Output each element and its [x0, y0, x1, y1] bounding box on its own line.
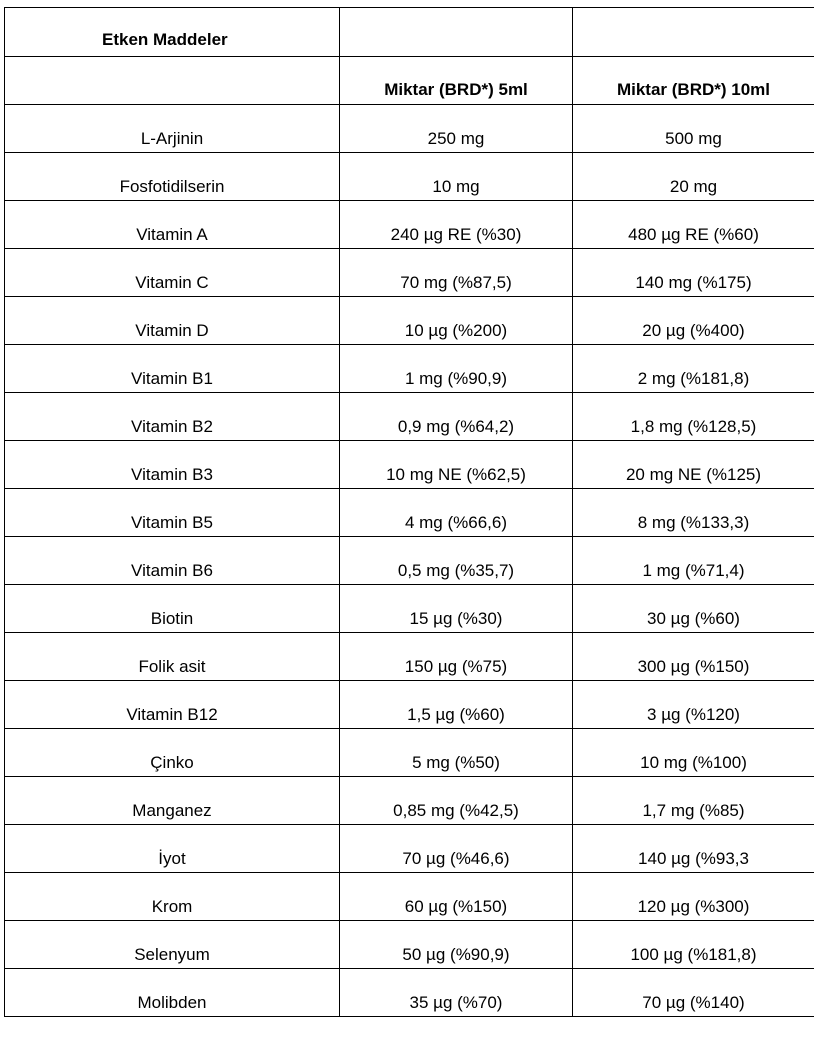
- amount-5ml: 10 mg: [340, 153, 573, 201]
- amount-10ml: 30 µg (%60): [573, 585, 814, 633]
- amount-10ml: 500 mg: [573, 105, 814, 153]
- table-row: [5, 777, 814, 825]
- table-row: [5, 105, 814, 153]
- amount-5ml: 4 mg (%66,6): [340, 489, 573, 537]
- ingredient-name: Vitamin C: [5, 249, 340, 297]
- ingredient-name: Vitamin B2: [5, 393, 340, 441]
- table-row: [5, 345, 814, 393]
- ingredient-name: Fosfotidilserin: [5, 153, 340, 201]
- amount-10ml: 2 mg (%181,8): [573, 345, 814, 393]
- amount-10ml: 100 µg (%181,8): [573, 921, 814, 969]
- amount-10ml: 20 µg (%400): [573, 297, 814, 345]
- amount-5ml: 60 µg (%150): [340, 873, 573, 921]
- amount-10ml: 140 µg (%93,3: [573, 825, 814, 873]
- table-row: [5, 393, 814, 441]
- amount-10ml: 20 mg: [573, 153, 814, 201]
- table-row: [5, 153, 814, 201]
- ingredient-name: Selenyum: [5, 921, 340, 969]
- amount-5ml: 70 µg (%46,6): [340, 825, 573, 873]
- ingredient-name: Folik asit: [5, 633, 340, 681]
- amount-5ml: 250 mg: [340, 105, 573, 153]
- column-header-5ml: Miktar (BRD*) 5ml: [340, 57, 573, 105]
- table-row: [5, 825, 814, 873]
- ingredient-name: Vitamin B1: [5, 345, 340, 393]
- ingredient-name: Vitamin A: [5, 201, 340, 249]
- ingredient-name: Biotin: [5, 585, 340, 633]
- table-row: [5, 201, 814, 249]
- ingredient-name: Manganez: [5, 777, 340, 825]
- ingredients-table: [4, 7, 814, 1017]
- amount-10ml: 140 mg (%175): [573, 249, 814, 297]
- amount-5ml: 10 µg (%200): [340, 297, 573, 345]
- table-row: [5, 729, 814, 777]
- header-active-ingredients: Etken Maddeler: [5, 8, 340, 57]
- table-row: [5, 585, 814, 633]
- ingredient-name: Vitamin B12: [5, 681, 340, 729]
- table-row: [5, 921, 814, 969]
- amount-5ml: 10 mg NE (%62,5): [340, 441, 573, 489]
- amount-5ml: 240 µg RE (%30): [340, 201, 573, 249]
- amount-5ml: 15 µg (%30): [340, 585, 573, 633]
- table-row: [5, 969, 814, 1017]
- table-row: [5, 297, 814, 345]
- table-row: [5, 633, 814, 681]
- table-row: [5, 249, 814, 297]
- column-header-10ml: Miktar (BRD*) 10ml: [573, 57, 814, 105]
- amount-10ml: 120 µg (%300): [573, 873, 814, 921]
- table-row: [5, 873, 814, 921]
- amount-10ml: 1 mg (%71,4): [573, 537, 814, 585]
- ingredient-name: Molibden: [5, 969, 340, 1017]
- ingredient-name: Çinko: [5, 729, 340, 777]
- amount-10ml: 1,7 mg (%85): [573, 777, 814, 825]
- ingredient-name: Vitamin B6: [5, 537, 340, 585]
- table-row: [5, 441, 814, 489]
- amount-10ml: 300 µg (%150): [573, 633, 814, 681]
- header-row-title: [5, 8, 814, 57]
- amount-5ml: 70 mg (%87,5): [340, 249, 573, 297]
- amount-5ml: 1 mg (%90,9): [340, 345, 573, 393]
- ingredient-name: İyot: [5, 825, 340, 873]
- amount-10ml: 70 µg (%140): [573, 969, 814, 1017]
- header-row-columns: [5, 57, 814, 105]
- ingredient-name: Vitamin B5: [5, 489, 340, 537]
- table-row: [5, 537, 814, 585]
- amount-5ml: 5 mg (%50): [340, 729, 573, 777]
- amount-10ml: 8 mg (%133,3): [573, 489, 814, 537]
- amount-5ml: 0,9 mg (%64,2): [340, 393, 573, 441]
- amount-5ml: 35 µg (%70): [340, 969, 573, 1017]
- ingredient-name: L-Arjinin: [5, 105, 340, 153]
- amount-5ml: 1,5 µg (%60): [340, 681, 573, 729]
- header-empty-cell: [573, 8, 814, 57]
- amount-10ml: 480 µg RE (%60): [573, 201, 814, 249]
- amount-5ml: 150 µg (%75): [340, 633, 573, 681]
- ingredient-name: Vitamin B3: [5, 441, 340, 489]
- amount-10ml: 1,8 mg (%128,5): [573, 393, 814, 441]
- table-row: [5, 681, 814, 729]
- amount-10ml: 10 mg (%100): [573, 729, 814, 777]
- amount-10ml: 20 mg NE (%125): [573, 441, 814, 489]
- amount-5ml: 50 µg (%90,9): [340, 921, 573, 969]
- amount-5ml: 0,5 mg (%35,7): [340, 537, 573, 585]
- ingredient-name: Krom: [5, 873, 340, 921]
- amount-10ml: 3 µg (%120): [573, 681, 814, 729]
- ingredients-table-body: [5, 8, 814, 1017]
- header-empty-cell: [5, 57, 340, 105]
- table-row: [5, 489, 814, 537]
- ingredient-name: Vitamin D: [5, 297, 340, 345]
- header-empty-cell: [340, 8, 573, 57]
- amount-5ml: 0,85 mg (%42,5): [340, 777, 573, 825]
